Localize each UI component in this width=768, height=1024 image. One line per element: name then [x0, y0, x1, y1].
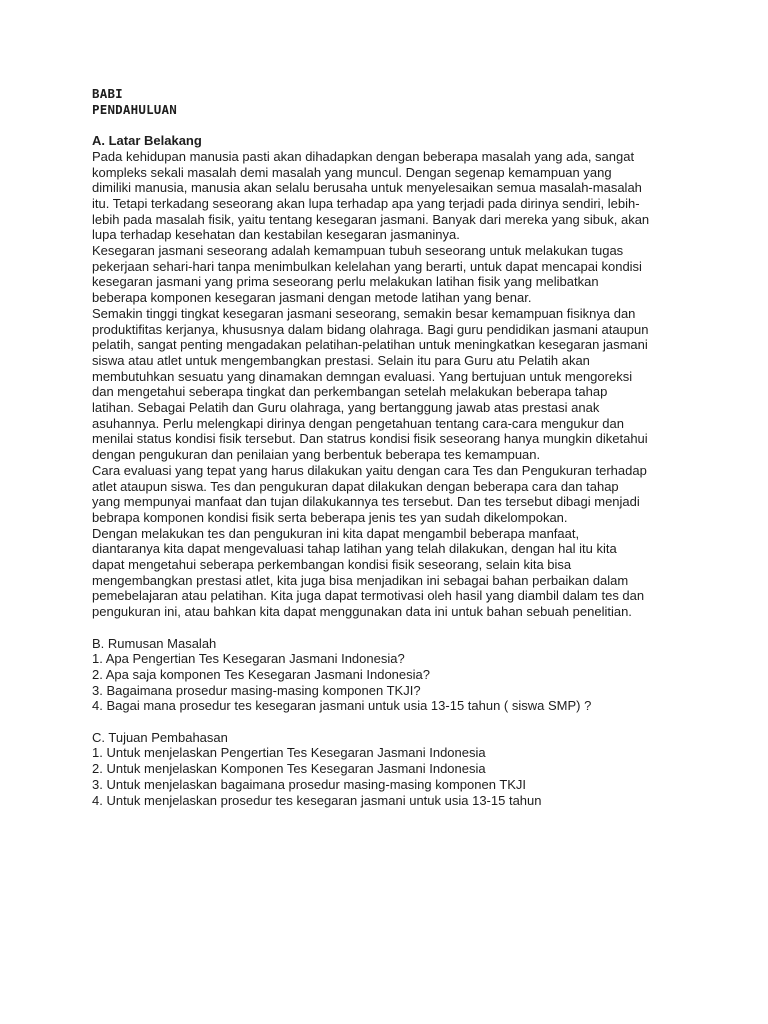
paragraph: Cara evaluasi yang tepat yang harus dilakukan yaitu dengan cara Tes dan Pengukuran terhadap atlet ataupun siswa. Tes dan pengukuran dapat dilakukan dengan beberapa cara dan tahap yang mempunyai manfaat dan tujan dilakukannya tes tersebut. Dan tes tersebut dibagi menjadi bebrapa komponen kondisi fisik serta beberapa jenis tes yan sudah dikelompokan.: [92, 462, 647, 525]
spacer: [92, 714, 692, 730]
section-latar-belakang: [92, 133, 692, 620]
paragraph: Dengan melakukan tes dan pengukuran ini kita dapat mengambil beberapa manfaat, diantaranya kita dapat mengevaluasi tahap latihan yang telah dilakukan, dengan hal itu kita dapat mengetahui seberapa perkembangan kondisi fisik seseorang, selain kita bisa mengembangkan prestasi atlet, kita juga bisa menjadikan ini sebagai bahan perbaikan dalam pemebelajaran atau pelatihan. Kita juga dapat termotivasi oleh hasil yang diambil dalam tes dan pengukuran ini, atau bahkan kita dapat menggunakan data ini untuk bahan sebuah penelitian.: [92, 525, 645, 620]
document-page: [92, 86, 692, 808]
section-tujuan-pembahasan: [92, 730, 692, 809]
rumusan-masalah-list: [92, 651, 692, 714]
paragraph: Kesegaran jasmani seseorang adalah kemampuan tubuh seseorang untuk melakukan tugas pekerjaan sehari-hari tanpa menimbulkan kelelahan yang berarti, untuk dapat mencapai kondisi kesegaran jasmani yang prima seseorang perlu melakukan latihan fisik yang melibatkan beberapa komponen kesegaran jasmani dengan metode latihan yang benar.: [92, 243, 642, 306]
spacer: [92, 117, 692, 133]
chapter-number: BABI: [92, 86, 123, 101]
section-heading-latar-belakang: A. Latar Belakang: [92, 133, 202, 149]
list-item: 2. Apa saja komponen Tes Kesegaran Jasmani Indonesia?: [92, 666, 430, 682]
list-item: 1. Apa Pengertian Tes Kesegaran Jasmani Indonesia?: [92, 651, 405, 667]
list-item: 3. Untuk menjelaskan bagaimana prosedur masing-masing komponen TKJI: [92, 776, 527, 792]
spacer: [92, 620, 692, 636]
paragraph: Pada kehidupan manusia pasti akan dihadapkan dengan beberapa masalah yang ada, sangat kompleks sekali masalah demi masalah yang muncul. Dengan segenap kemampuan yang dimiliki manusia, manusia akan selalu berusaha untuk menyelesaikan semua masalah-masalah itu. Tetapi terkadang seseorang akan lupa terhadap apa yang terjadi pada dirinya sendiri, lebih- lebih pada masalah fisik, yaitu tentang kesegaran jasmani. Banyak dari mereka yang sibuk, akan lupa terhadap kesehatan dan kestabilan kesegaran jasmaninya.: [92, 148, 650, 243]
list-item: 4. Untuk menjelaskan prosedur tes kesegaran jasmani untuk usia 13-15 tahun: [92, 792, 542, 808]
list-item: 1. Untuk menjelaskan Pengertian Tes Kesegaran Jasmani Indonesia: [92, 745, 486, 761]
list-item: 3. Bagaimana prosedur masing-masing komponen TKJI?: [92, 682, 421, 698]
tujuan-pembahasan-list: [92, 745, 692, 808]
section-heading-tujuan-pembahasan: C. Tujuan Pembahasan: [92, 729, 228, 745]
section-rumusan-masalah: [92, 636, 692, 715]
paragraph: Semakin tinggi tingkat kesegaran jasmani seseorang, semakin besar kemampuan fisiknya dan produktifitas kerjanya, khususnya dalam bidang olahraga. Bagi guru pendidikan jasmani ataupun pelatih, sangat penting mengadakan pelatihan-pelatihan untuk meningkatkan kesegaran jasmani siswa atau atlet untuk mengembangkan prestasi. Selain itu para Guru atu Pelatih akan membutuhkan sesuatu yang dinamakan demngan evaluasi. Yang bertujuan untuk mengoreksi dan mengetahui seberapa tingkat dan perkembangan setelah melakukan beberapa tahap latihan. Sebagai Pelatih dan Guru olahraga, yang bertanggung jawab atas prestasi anak asuhannya. Perlu melengkapi dirinya dengan pengetahuan tentang cara-cara mengukur dan menilai status kondisi fisik tersebut. Dan statrus kondisi fisik seseorang hanya mungkin diketahui dengan pengukuran dan penilaian yang berbentuk beberapa tes kemampuan.: [92, 305, 649, 463]
list-item: 2. Untuk menjelaskan Komponen Tes Kesegaran Jasmani Indonesia: [92, 761, 486, 777]
chapter-title: PENDAHULUAN: [92, 101, 177, 117]
section-heading-rumusan-masalah: B. Rumusan Masalah: [92, 635, 217, 651]
list-item: 4. Bagai mana prosedur tes kesegaran jasmani untuk usia 13-15 tahun ( siswa SMP) ?: [92, 698, 592, 714]
